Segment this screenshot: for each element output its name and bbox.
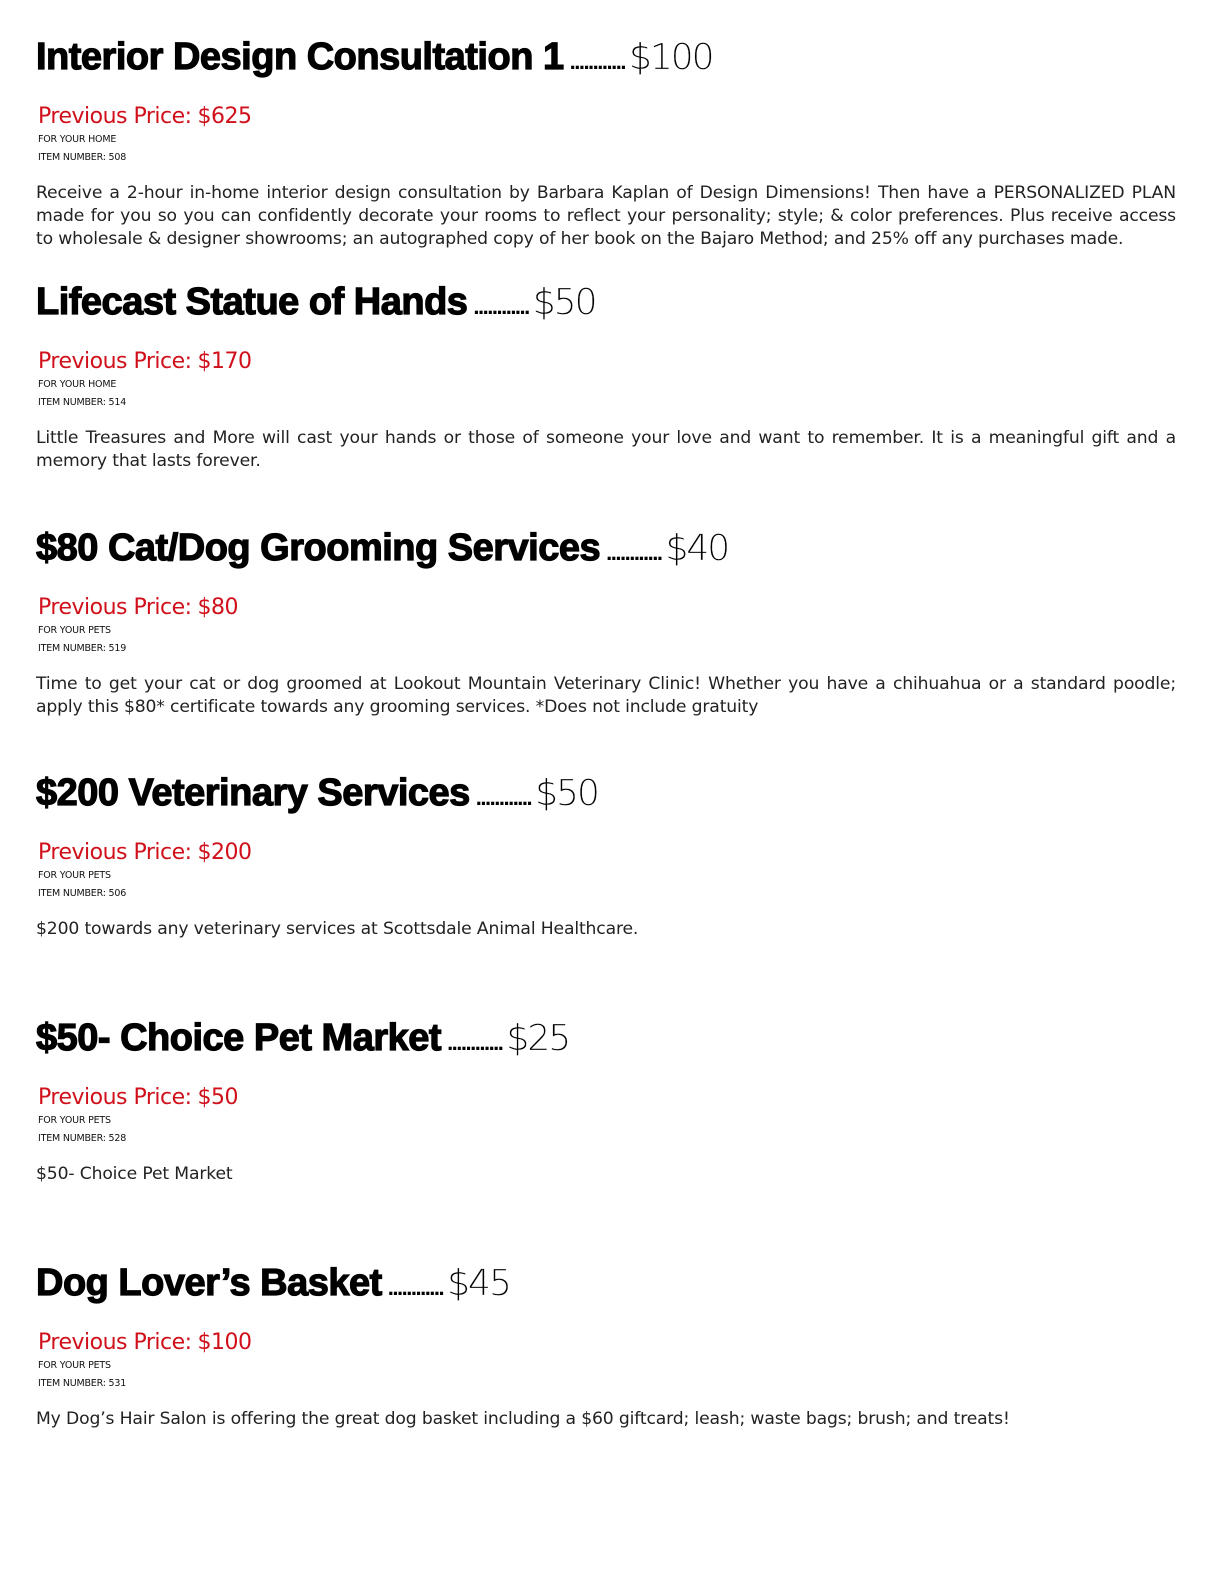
previous-price-label: Previous Price: [38, 104, 192, 129]
previous-price-value: $50 [197, 1085, 239, 1110]
previous-price-label: Previous Price: [38, 1330, 192, 1355]
item-heading [36, 1262, 510, 1322]
item-title: $80 Cat/Dog Grooming Services [36, 527, 601, 569]
item-number-label: ITEM NUMBER: [38, 643, 106, 654]
previous-price-label: Previous Price: [38, 1085, 192, 1110]
item-category: FOR YOUR PETS [38, 1115, 111, 1126]
item-number-label: ITEM NUMBER: [38, 1133, 106, 1144]
item-number-label: ITEM NUMBER: [38, 1378, 106, 1389]
item-price: $100 [628, 37, 713, 78]
item-price: $40 [665, 528, 729, 569]
item-heading [36, 527, 728, 587]
leader-dots: ............ [473, 294, 529, 319]
item-heading [36, 1017, 569, 1077]
item-price: $25 [506, 1018, 570, 1059]
item-title: Lifecast Statue of Hands [36, 281, 468, 323]
previous-price-value: $80 [197, 595, 239, 620]
previous-price-value: $170 [197, 349, 252, 374]
item-title: $50- Choice Pet Market [36, 1017, 442, 1059]
previous-price [38, 104, 252, 129]
leader-dots: ............ [569, 49, 625, 74]
item-description: My Dog’s Hair Salon is offering the great dog basket including a $60 giftcard; leash; waste bags; brush; and treats! [36, 1409, 1010, 1429]
item-number [38, 397, 126, 408]
item-number [38, 888, 126, 899]
item-heading [36, 772, 598, 832]
item-price: $50 [535, 773, 598, 814]
item-number-label: ITEM NUMBER: [38, 888, 106, 899]
item-category: FOR YOUR PETS [38, 870, 111, 881]
item-title: $200 Veterinary Services [36, 772, 470, 814]
previous-price [38, 840, 252, 865]
item-category: FOR YOUR HOME [38, 134, 117, 145]
previous-price-label: Previous Price: [38, 349, 192, 374]
previous-price [38, 1085, 238, 1110]
item-description: Time to get your cat or dog groomed at Lookout Mountain Veterinary Clinic! Whether you have a chihuahua or a standard poodle; apply this $80* certificate towards any grooming services. *Does not include gratuity [36, 674, 1176, 717]
item-number-value: 508 [108, 152, 127, 163]
previous-price [38, 595, 238, 620]
item-title: Interior Design Consultation 1 [36, 36, 564, 78]
item-description: Receive a 2-hour in-home interior design consultation by Barbara Kaplan of Design Dimensions! Then have a PERSONALIZED PLAN made for you so you can confidently decorate your rooms to reflect your personality; style; & color preferences. Plus receive access to wholesale & designer showrooms; an autographed copy of her book on the Bajaro Method; and 25% off any purchases made. [36, 183, 1176, 249]
item-description: $200 towards any veterinary services at Scottsdale Animal Healthcare. [36, 919, 639, 939]
item-heading [36, 281, 596, 341]
previous-price [38, 349, 252, 374]
item-number [38, 152, 126, 163]
previous-price-value: $100 [197, 1330, 252, 1355]
item-category: FOR YOUR PETS [38, 1360, 111, 1371]
item-description: $50- Choice Pet Market [36, 1164, 233, 1184]
previous-price-label: Previous Price: [38, 595, 192, 620]
item-number-label: ITEM NUMBER: [38, 397, 106, 408]
leader-dots: ............ [606, 540, 662, 565]
item-price: $45 [447, 1263, 510, 1304]
item-number-value: 528 [108, 1133, 127, 1144]
item-number [38, 1133, 126, 1144]
previous-price-value: $200 [197, 840, 252, 865]
item-number [38, 643, 126, 654]
previous-price-label: Previous Price: [38, 840, 192, 865]
leader-dots: ............ [387, 1275, 444, 1300]
previous-price-value: $625 [197, 104, 252, 129]
item-heading [36, 36, 713, 96]
item-category: FOR YOUR HOME [38, 379, 117, 390]
item-number-value: 506 [108, 888, 127, 899]
item-number [38, 1378, 126, 1389]
item-price: $50 [532, 282, 596, 323]
item-description: Little Treasures and More will cast your hands or those of someone your love and want to remember. It is a meaningful gift and a memory that lasts forever. [36, 428, 1176, 471]
item-category: FOR YOUR PETS [38, 625, 111, 636]
item-number-value: 531 [108, 1378, 127, 1389]
item-title: Dog Lover’s Basket [36, 1262, 382, 1304]
previous-price [38, 1330, 252, 1355]
leader-dots: ............ [475, 785, 532, 810]
item-number-value: 519 [108, 643, 127, 654]
item-number-label: ITEM NUMBER: [38, 152, 106, 163]
item-number-value: 514 [108, 397, 127, 408]
leader-dots: ............ [447, 1030, 503, 1055]
